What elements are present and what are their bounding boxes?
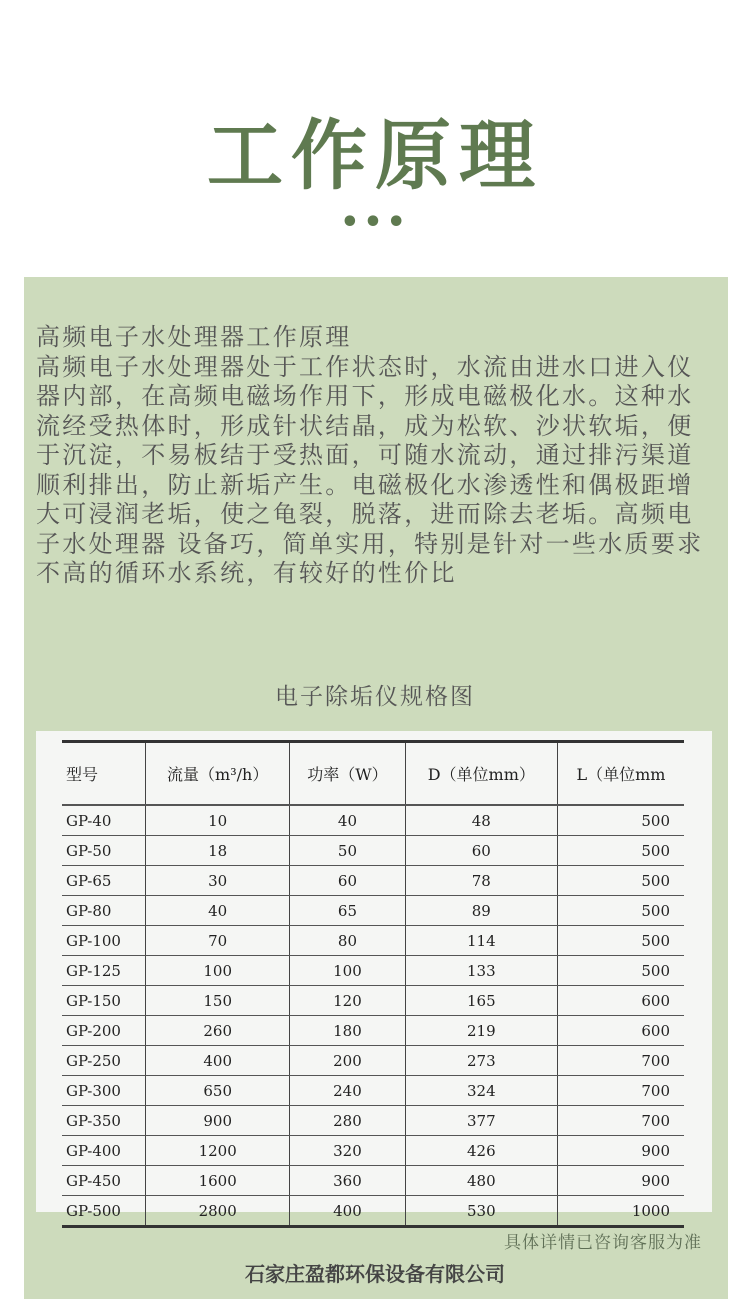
table-cell: 18: [146, 836, 290, 866]
table-row: [62, 1076, 684, 1106]
table-cell: GP-125: [62, 956, 146, 986]
table-cell: 900: [557, 1166, 684, 1196]
table-cell: 500: [557, 866, 684, 896]
column-header: 功率（W）: [290, 742, 405, 806]
table-row: [62, 836, 684, 866]
table-cell: 600: [557, 1016, 684, 1046]
table-cell: 500: [557, 956, 684, 986]
table-cell: 500: [557, 926, 684, 956]
table-cell: 900: [557, 1136, 684, 1166]
spec-table-box: [36, 731, 712, 1220]
page-title: 工作原理: [207, 111, 543, 200]
table-row: [62, 1166, 684, 1196]
table-cell: 133: [405, 956, 557, 986]
table-cell: GP-450: [62, 1166, 146, 1196]
table-cell: 70: [146, 926, 290, 956]
description-paragraph: 高频电子水处理器工作原理 高频电子水处理器处于工作状态时，水流由进水口进入仪器内部，在高频电磁场作用下，形成电磁极化水。这种水流经受热体时，形成针状结晶，成为松软、沙状软垢，便于沉淀，不易板结于受热面，可随水流动，通过排污渠道顺利排出，防止新垢产生。电磁极化水渗透性和偶极距增大可浸润老垢，使之龟裂，脱落，进而除去老垢。高频电子水处理器 设备巧，简单实用，特别是针对一些水质要求不高的循环水系统，有较好的性价比: [36, 323, 704, 587]
table-cell: 100: [290, 956, 405, 986]
table-cell: 260: [146, 1016, 290, 1046]
table-cell: 400: [290, 1196, 405, 1227]
table-cell: 900: [146, 1106, 290, 1136]
note-text: 具体详情已咨询客服为准: [504, 1233, 702, 1253]
table-cell: GP-400: [62, 1136, 146, 1166]
table-cell: GP-300: [62, 1076, 146, 1106]
table-cell: GP-80: [62, 896, 146, 926]
table-cell: 700: [557, 1076, 684, 1106]
table-cell: 50: [290, 836, 405, 866]
spec-table: [62, 740, 684, 1228]
table-cell: 480: [405, 1166, 557, 1196]
table-title: 电子除垢仪规格图: [275, 684, 475, 710]
table-row: [62, 1106, 684, 1136]
table-cell: 60: [290, 866, 405, 896]
table-cell: 377: [405, 1106, 557, 1136]
table-cell: 324: [405, 1076, 557, 1106]
table-cell: GP-65: [62, 866, 146, 896]
company-name: 石家庄盈都环保设备有限公司: [245, 1262, 505, 1286]
table-cell: 500: [557, 896, 684, 926]
table-cell: 320: [290, 1136, 405, 1166]
table-cell: GP-500: [62, 1196, 146, 1227]
table-row: [62, 1196, 684, 1227]
table-row: [62, 986, 684, 1016]
table-cell: GP-50: [62, 836, 146, 866]
table-cell: 500: [557, 805, 684, 836]
column-header: L（单位mm: [557, 742, 684, 806]
table-cell: 650: [146, 1076, 290, 1106]
table-cell: 700: [557, 1106, 684, 1136]
table-cell: 530: [405, 1196, 557, 1227]
table-cell: 1600: [146, 1166, 290, 1196]
table-cell: 600: [557, 986, 684, 1016]
column-header: D（单位mm）: [405, 742, 557, 806]
table-cell: 114: [405, 926, 557, 956]
table-row: [62, 896, 684, 926]
table-row: [62, 956, 684, 986]
table-cell: 78: [405, 866, 557, 896]
table-row: [62, 805, 684, 836]
table-cell: 150: [146, 986, 290, 1016]
table-cell: GP-350: [62, 1106, 146, 1136]
table-cell: 280: [290, 1106, 405, 1136]
table-cell: 165: [405, 986, 557, 1016]
table-cell: GP-100: [62, 926, 146, 956]
table-cell: 10: [146, 805, 290, 836]
table-row: [62, 926, 684, 956]
table-row: [62, 1016, 684, 1046]
table-cell: GP-40: [62, 805, 146, 836]
table-cell: 400: [146, 1046, 290, 1076]
table-cell: 60: [405, 836, 557, 866]
table-cell: 200: [290, 1046, 405, 1076]
column-header: 型号: [62, 742, 146, 806]
table-cell: 30: [146, 866, 290, 896]
table-cell: 120: [290, 986, 405, 1016]
table-cell: 700: [557, 1046, 684, 1076]
table-cell: 240: [290, 1076, 405, 1106]
table-cell: 40: [290, 805, 405, 836]
table-cell: 1200: [146, 1136, 290, 1166]
table-header-row: [62, 742, 684, 806]
table-cell: 100: [146, 956, 290, 986]
table-cell: 48: [405, 805, 557, 836]
ellipsis-decoration: •••: [340, 205, 410, 240]
table-cell: GP-200: [62, 1016, 146, 1046]
table-cell: GP-250: [62, 1046, 146, 1076]
table-cell: 2800: [146, 1196, 290, 1227]
table-cell: 1000: [557, 1196, 684, 1227]
table-cell: 426: [405, 1136, 557, 1166]
table-cell: 500: [557, 836, 684, 866]
table-row: [62, 1046, 684, 1076]
table-cell: GP-150: [62, 986, 146, 1016]
table-cell: 65: [290, 896, 405, 926]
table-cell: 219: [405, 1016, 557, 1046]
table-cell: 273: [405, 1046, 557, 1076]
table-cell: 180: [290, 1016, 405, 1046]
table-cell: 360: [290, 1166, 405, 1196]
table-row: [62, 1136, 684, 1166]
table-cell: 40: [146, 896, 290, 926]
table-cell: 89: [405, 896, 557, 926]
column-header: 流量（m³/h）: [146, 742, 290, 806]
table-row: [62, 866, 684, 896]
table-cell: 80: [290, 926, 405, 956]
